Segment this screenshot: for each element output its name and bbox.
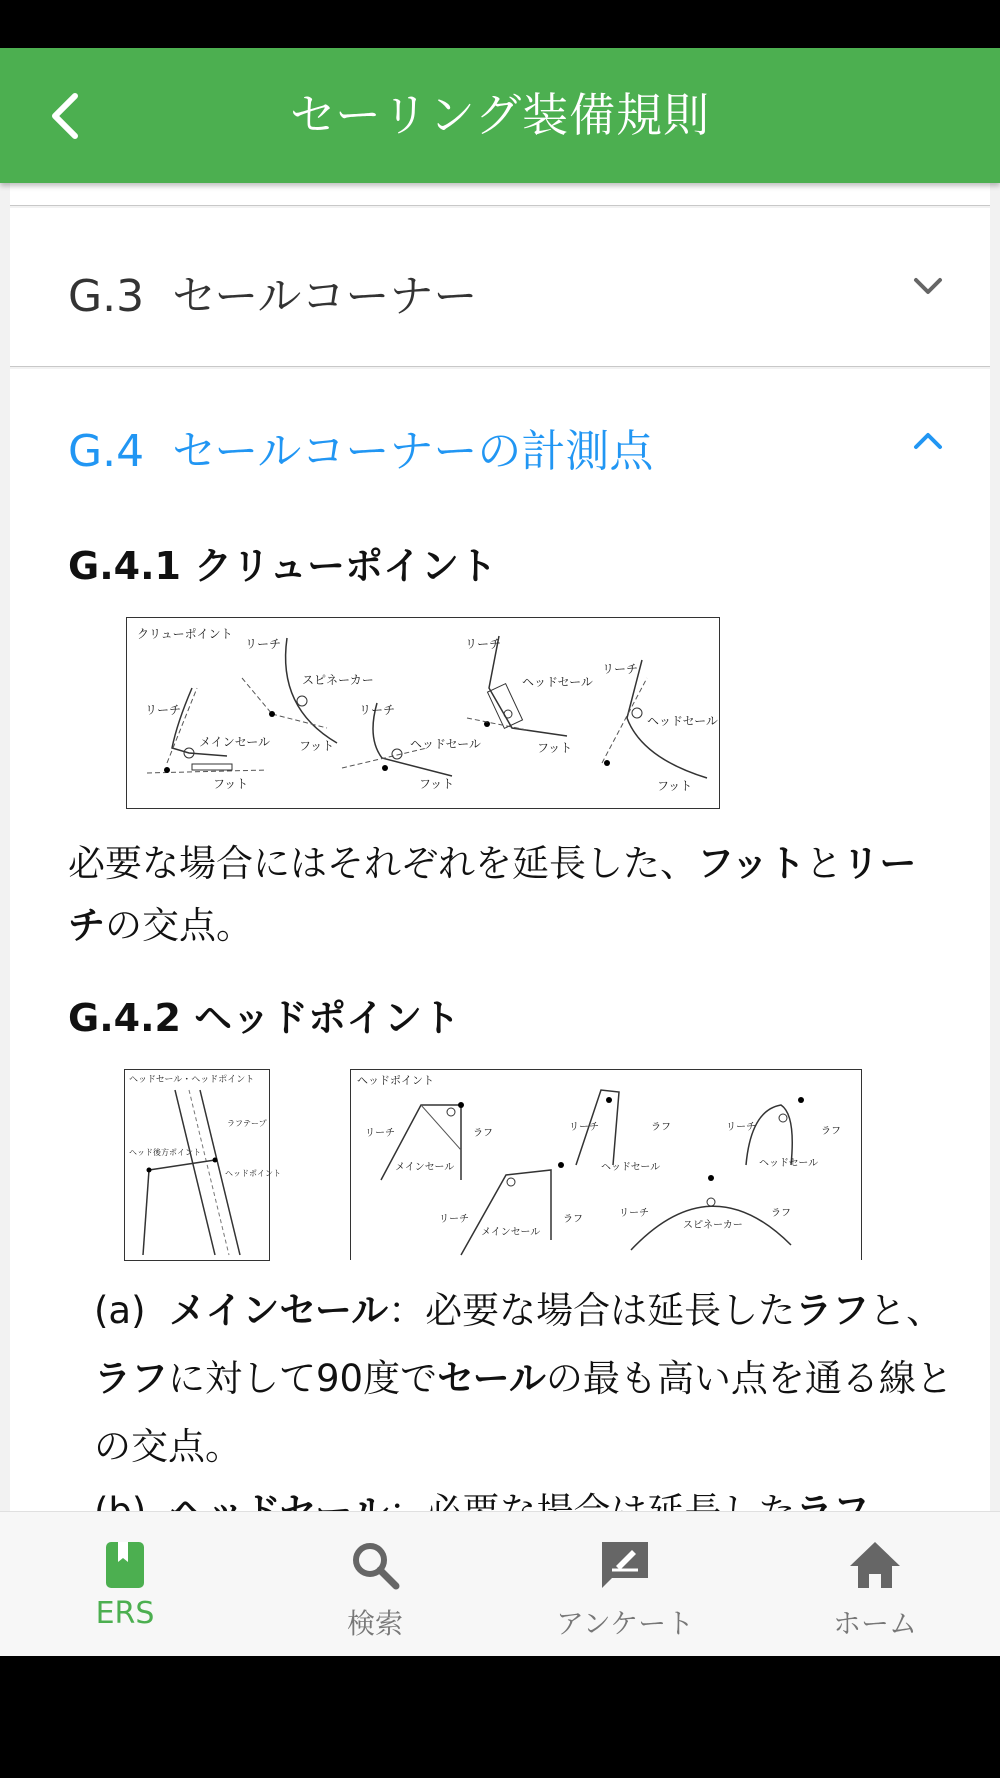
g41-paragraph (68, 833, 948, 957)
bookmark-book-icon (98, 1538, 152, 1592)
section-g3-title (68, 260, 477, 324)
label-reach: リーチ (726, 1122, 756, 1133)
status-bar (0, 0, 1000, 48)
label-mainsail: メインセール (481, 1227, 541, 1238)
label-luff: ラフ (771, 1208, 791, 1219)
label-reach: リーチ (365, 1128, 395, 1139)
label-luff: ラフ (651, 1122, 671, 1133)
section-number: G.4 (68, 426, 145, 477)
chevron-down-icon (908, 266, 948, 306)
label-headsail: ヘッドセール (647, 714, 718, 728)
nav-label: ホーム (832, 1607, 917, 1640)
label-spinnaker: スピネーカー (683, 1220, 743, 1231)
nav-label: ERS (95, 1596, 155, 1631)
label-foot: フット (213, 777, 249, 791)
clew-point-figure (126, 617, 720, 809)
section-g4-header[interactable] (10, 369, 990, 499)
prev-section-panel (10, 183, 990, 206)
label-head-point: ヘッドポイント (225, 1169, 281, 1178)
text: に対して90度で (168, 1357, 438, 1400)
term-luff: ラフ (795, 1289, 870, 1332)
label-reach: リーチ (602, 662, 639, 676)
label-luff: ラフ (821, 1126, 841, 1137)
figure-title: ヘッドセール・ヘッドポイント (129, 1075, 255, 1085)
section-title-text: セールコーナー (172, 271, 478, 322)
nav-label: 検索 (346, 1607, 403, 1640)
label-headsail: ヘッドセール (759, 1158, 819, 1169)
label-luff: ラフ (563, 1214, 583, 1225)
section-title-text: セールコーナーの計測点 (172, 426, 654, 477)
text: ：必要な場合は延長した (388, 1289, 796, 1332)
nav-item-survey[interactable] (500, 1512, 750, 1657)
list-marker: (a) (94, 1289, 146, 1332)
term-luff: ラフ (94, 1357, 168, 1400)
text: 必要な場合にはそれぞれを延長した、 (68, 842, 697, 885)
text: の交点。 (105, 904, 253, 947)
label-head-aft-point: ヘッド後方ポイント (129, 1148, 201, 1157)
label-reach: リーチ (359, 703, 396, 717)
edit-message-icon (598, 1538, 652, 1592)
label-reach: リーチ (465, 637, 502, 651)
label-foot: フット (657, 779, 693, 793)
page-title: セーリング装備規則 (289, 88, 711, 142)
label-foot: フット (419, 777, 455, 791)
section-g4 (10, 369, 990, 1569)
headsail-headpoint-figure (124, 1069, 281, 1261)
text: と、 (869, 1289, 944, 1332)
label-mainsail: メインセール (395, 1162, 455, 1173)
section-g4-title (68, 415, 653, 479)
content-area[interactable] (0, 183, 1000, 1511)
label-foot: フット (537, 741, 573, 755)
term-sail: セール (437, 1357, 546, 1400)
term-reach: リーチ (68, 842, 917, 947)
subsection-g42-heading: G.4.2 ヘッドポイント (68, 996, 461, 1040)
label-luff: ラフ (473, 1128, 493, 1139)
app-bar (0, 48, 1000, 183)
search-icon (348, 1538, 402, 1592)
nav-item-home[interactable] (750, 1512, 1000, 1657)
system-bottom-bar (0, 1656, 1000, 1778)
subsection-g41-heading: G.4.1 クリューポイント (68, 544, 498, 588)
text: の最も高い点を通る線との交点。 (94, 1357, 953, 1468)
home-icon (848, 1538, 902, 1592)
label-foot: フット (299, 739, 335, 753)
chevron-up-icon (908, 421, 948, 461)
section-number: G.3 (68, 271, 145, 322)
label-headsail: ヘッドセール (522, 675, 593, 689)
section-g3-header[interactable] (10, 208, 990, 367)
label-headsail: ヘッドセール (410, 737, 481, 751)
g42-item-a (94, 1277, 964, 1481)
figure-title: クリューポイント (137, 627, 233, 641)
label-spinnaker: スピネーカー (302, 673, 374, 687)
term-foot: フット (697, 842, 806, 885)
label-reach: リーチ (619, 1208, 649, 1219)
label-mainsail: メインセール (199, 735, 271, 749)
label-reach: リーチ (145, 703, 182, 717)
label-headsail: ヘッドセール (601, 1162, 661, 1173)
label-reach: リーチ (569, 1122, 599, 1133)
text: と (805, 842, 843, 885)
term-mainsail: メインセール (169, 1289, 389, 1332)
nav-item-search[interactable] (250, 1512, 500, 1657)
nav-item-ers[interactable] (0, 1512, 250, 1657)
label-reach: リーチ (439, 1214, 469, 1225)
bottom-navigation (0, 1511, 1000, 1657)
figure-title: ヘッドポイント (357, 1074, 434, 1087)
label-reach: リーチ (245, 637, 282, 651)
label-luff-tape: ラフテープ (227, 1119, 267, 1128)
headpoint-figure (350, 1069, 862, 1260)
nav-label: アンケート (555, 1607, 695, 1640)
